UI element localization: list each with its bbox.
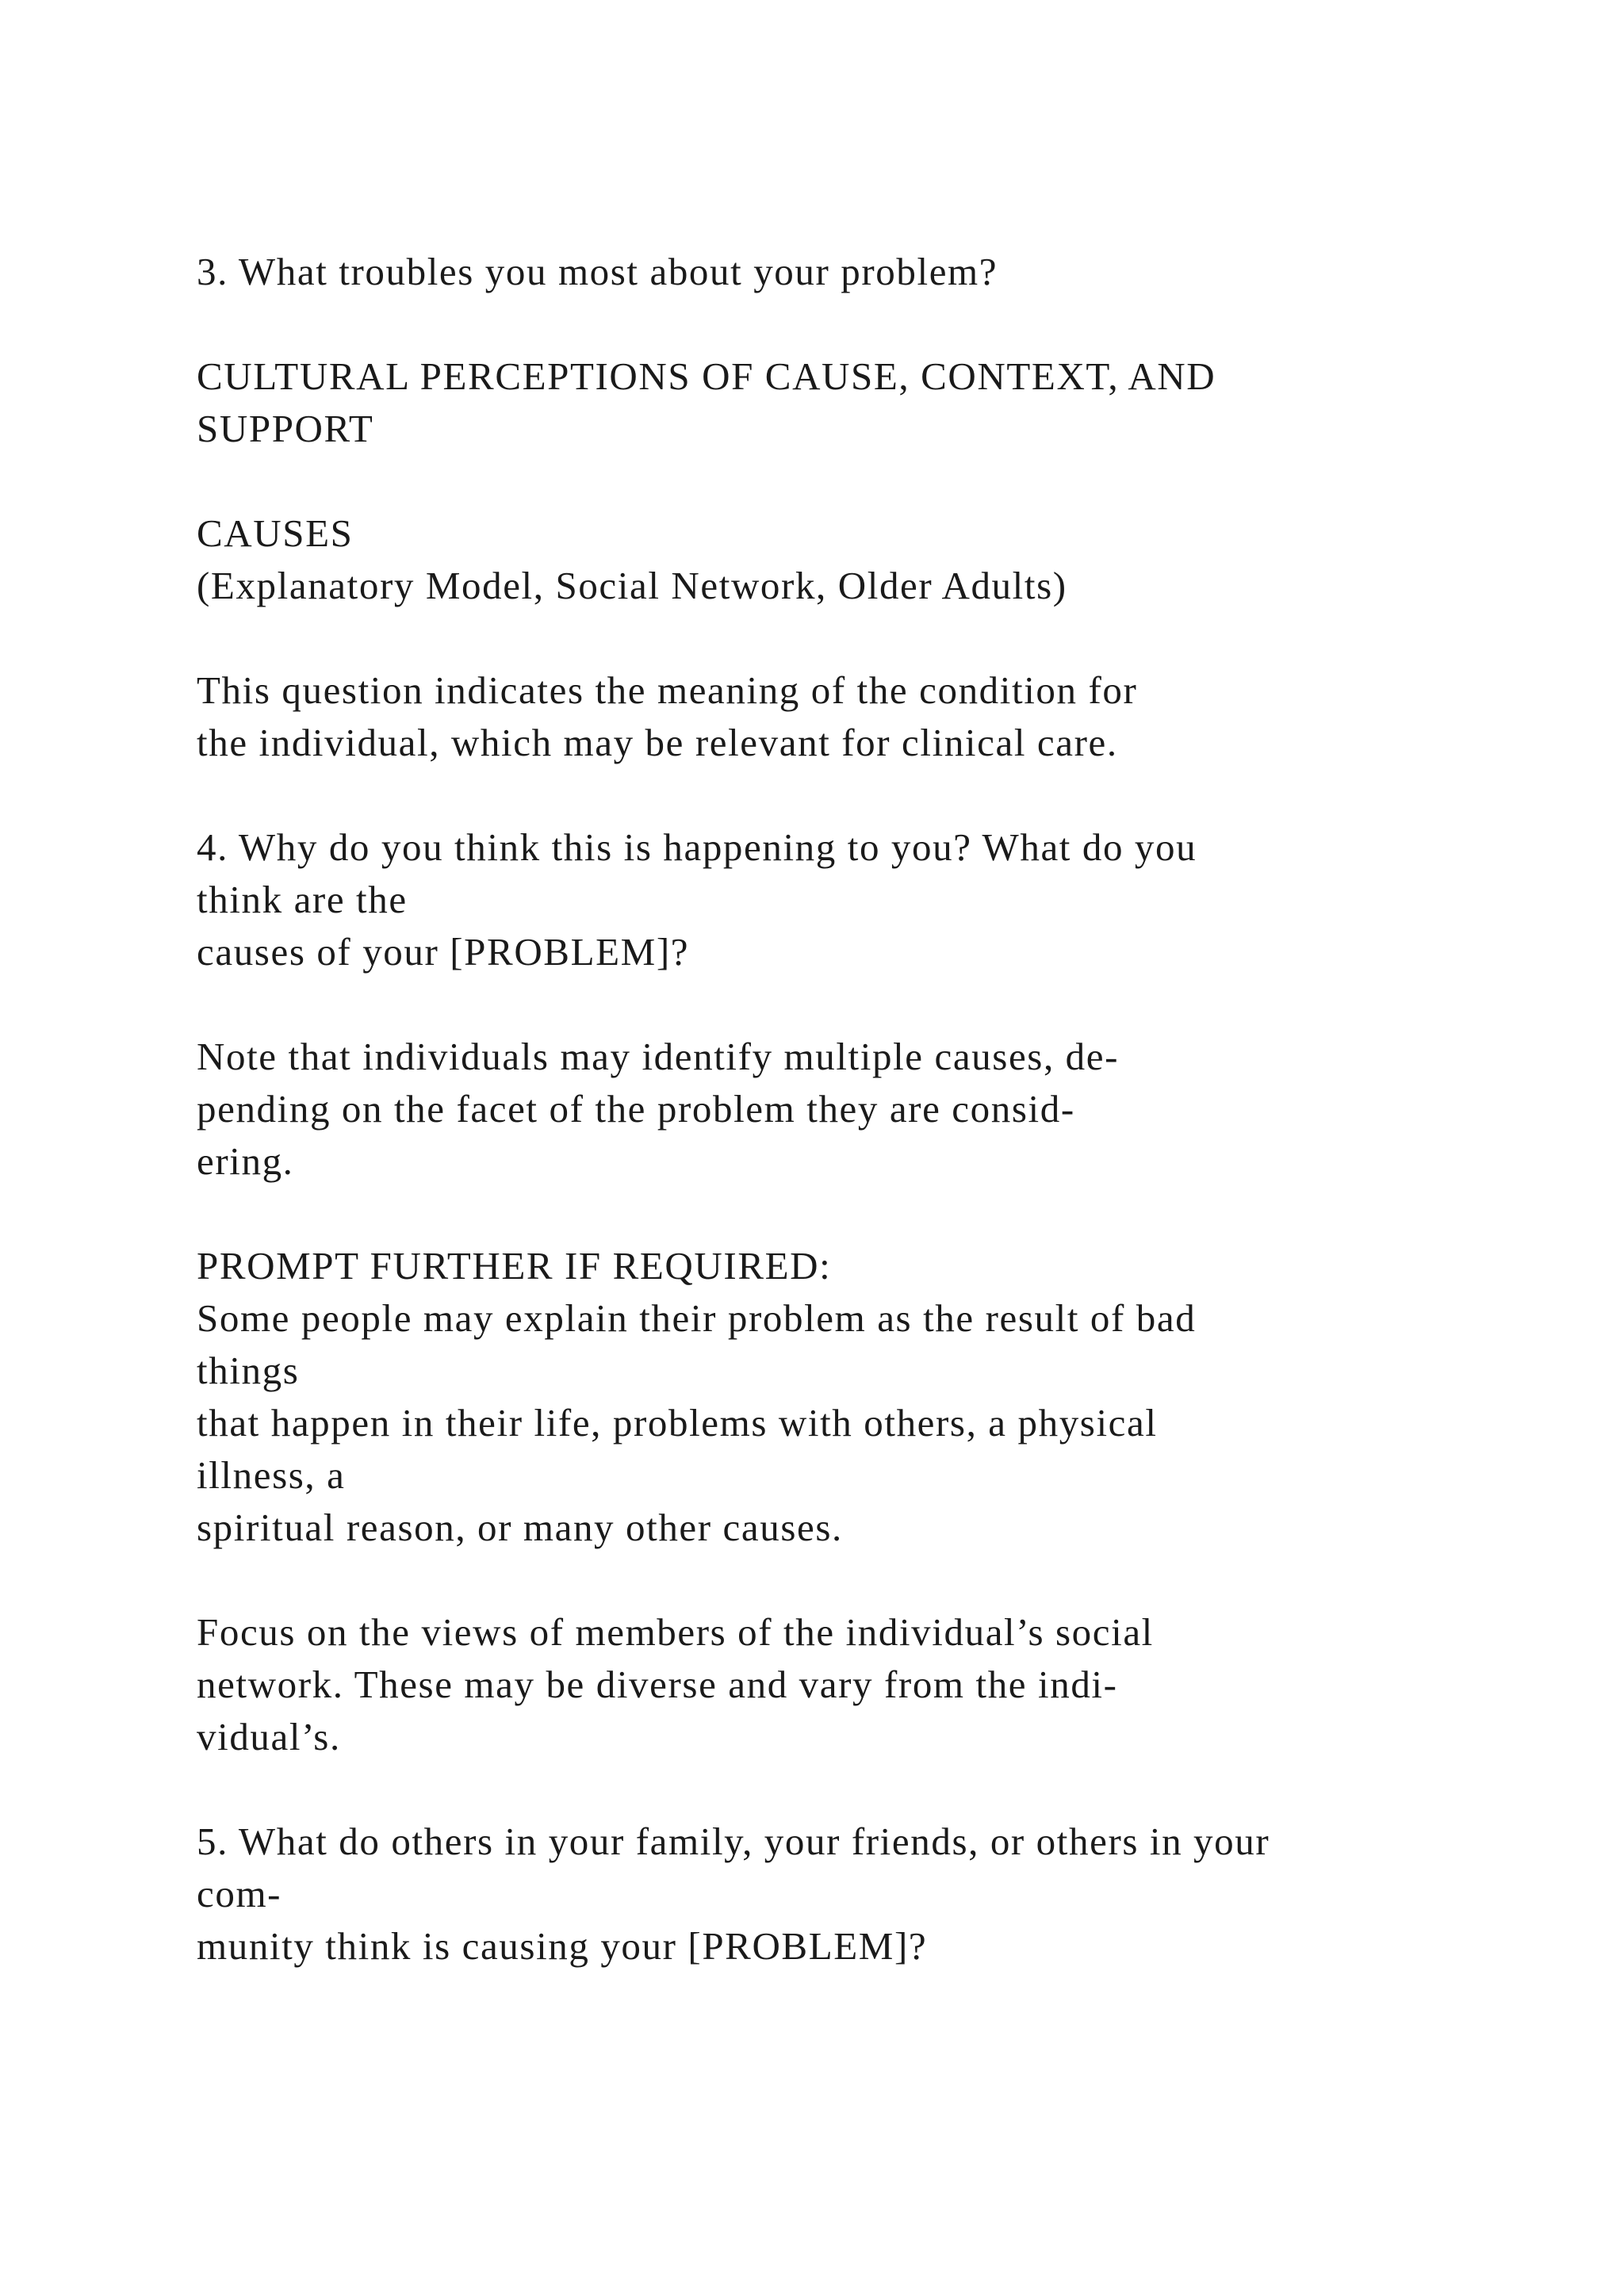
text-line: Note that individuals may identify multiple causes, de- (197, 1035, 1120, 1078)
text-line: causes of your [PROBLEM]? (197, 930, 690, 974)
guidance-meaning (197, 664, 1561, 769)
text-line: CULTURAL PERCEPTIONS OF CAUSE, CONTEXT, AND (197, 354, 1216, 398)
text-line: that happen in their life, problems with others, a physical (197, 1401, 1158, 1445)
guidance-multiple-causes (197, 1031, 1561, 1188)
text-line: network. These may be diverse and vary from the indi- (197, 1663, 1118, 1706)
question-3 (197, 246, 1561, 298)
text-line: things (197, 1349, 300, 1392)
question-5 (197, 1816, 1561, 1973)
text-line: spiritual reason, or many other causes. (197, 1506, 843, 1549)
causes-heading (197, 507, 1561, 612)
text-line: Some people may explain their problem as the result of bad (197, 1296, 1197, 1340)
text-line: vidual’s. (197, 1715, 341, 1758)
text-line: 4. Why do you think this is happening to you? What do you (197, 825, 1197, 869)
document-page (197, 246, 1561, 2025)
text-line: munity think is causing your [PROBLEM]? (197, 1924, 928, 1968)
prompt-further (197, 1240, 1561, 1554)
text-line: 5. What do others in your family, your friends, or others in your (197, 1820, 1270, 1863)
text-line: the individual, which may be relevant for clinical care. (197, 721, 1118, 764)
question-4 (197, 821, 1561, 978)
text-line: pending on the facet of the problem they are consid- (197, 1087, 1075, 1131)
guidance-social-network (197, 1606, 1561, 1763)
section-heading (197, 350, 1561, 455)
text-line: CAUSES (197, 511, 354, 555)
text-line: 3. What troubles you most about your problem? (197, 250, 998, 293)
text-line: (Explanatory Model, Social Network, Older Adults) (197, 564, 1067, 607)
text-line: Focus on the views of members of the individual’s social (197, 1610, 1154, 1654)
text-line: PROMPT FURTHER IF REQUIRED: (197, 1244, 832, 1288)
text-line: illness, a (197, 1453, 346, 1497)
text-line: This question indicates the meaning of the condition for (197, 668, 1138, 712)
text-line: SUPPORT (197, 407, 374, 450)
text-line: ering. (197, 1139, 294, 1183)
text-line: com- (197, 1872, 282, 1915)
text-line: think are the (197, 878, 408, 921)
